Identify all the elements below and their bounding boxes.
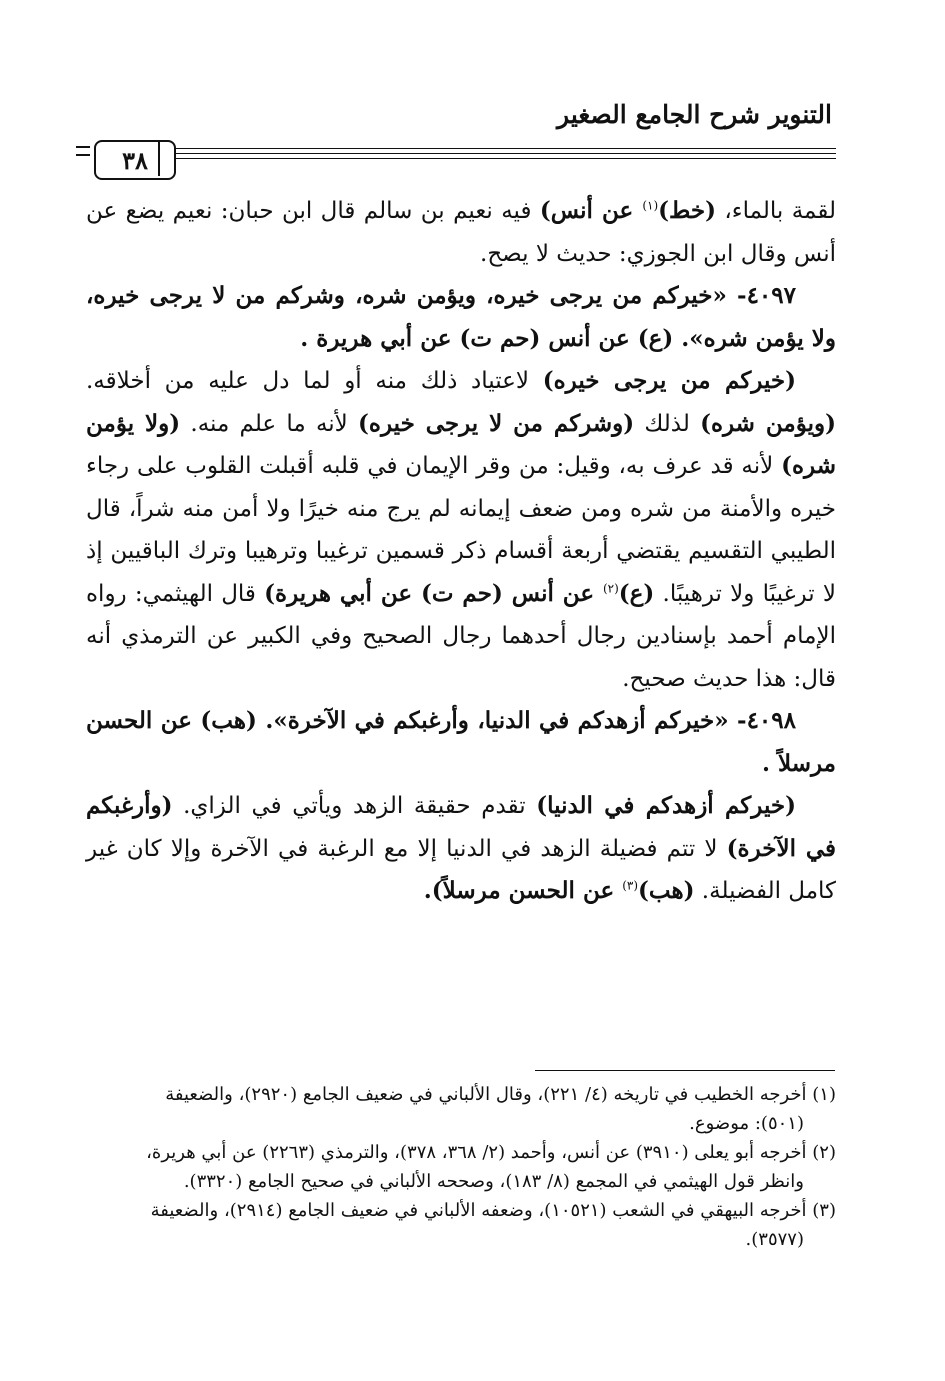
text-run: لأنه ما علم منه.: [180, 410, 359, 437]
header-rule-line: [174, 148, 836, 149]
footnote-ref: (١): [642, 198, 659, 213]
footnote-3-cont: [86, 1225, 836, 1254]
source-code: (هب): [638, 877, 695, 904]
header-rule-line: [174, 158, 836, 159]
footnotes: [86, 1080, 836, 1254]
paragraph-continuation: [86, 190, 836, 275]
footnote-text: (١) أخرجه الخطيب في تاريخه (٤/ ٢٢١)، وقال الألباني في ضعيف الجامع (٢٩٢٠)، والضعيفة: [165, 1084, 836, 1105]
footnote-text: (٥٠١): موضوع.: [689, 1113, 804, 1134]
source-code: (خط): [658, 197, 716, 224]
quoted-phrase: (وأرغبكم في الآخرة): [86, 792, 836, 862]
quoted-phrase: (خيركم من يرجى خيره): [542, 367, 796, 394]
text-run: لذلك: [634, 410, 701, 437]
page-number: ٣٨: [122, 145, 148, 175]
footnote-ref: (٣): [622, 878, 639, 893]
narrator-ref: عن أنس): [539, 197, 643, 224]
hadith-4097: [86, 275, 836, 360]
footnote-ref: (٢): [602, 580, 619, 595]
quoted-phrase: (وشركم من لا يرجى خيره): [358, 409, 635, 437]
page-number-box: [94, 140, 176, 180]
footnote-separator: [535, 1070, 835, 1071]
narrator-ref: عن الحسن مرسلاً): [431, 877, 623, 904]
header-rule-line: [174, 153, 836, 154]
commentary-4098: [86, 785, 836, 913]
footnote-text: وانظر قول الهيثمي في المجمع (٨/ ١٨٣)، وصححه الألباني في صحيح الجامع (٣٣٢٠).: [183, 1171, 804, 1192]
hadith-text: ٤٠٩٧- «خيركم من يرجى خيره، ويؤمن شره، وشركم من لا يرجى خيره، ولا يؤمن شره». (ع) عن أنس (حم ت) عن أبي هريرة .: [86, 282, 836, 352]
page-header: [86, 92, 836, 187]
footnote-1: [86, 1080, 836, 1109]
main-text: [86, 190, 836, 913]
footnote-3: [86, 1196, 836, 1225]
footnote-2: [86, 1138, 836, 1167]
text-run: تقدم حقيقة الزهد ويأتي في الزاي.: [172, 793, 537, 819]
hadith-text: ٤٠٩٨- «خيركم أزهدكم في الدنيا، وأرغبكم في الآخرة». (هب) عن الحسن مرسلاً .: [86, 707, 836, 777]
footnote-text: (٣) أخرجه البيهقي في الشعب (١٠٥٢١)، وضعفه الألباني في ضعيف الجامع (٢٩١٤)، والضعيفة: [150, 1200, 836, 1221]
header-ornament: [76, 146, 90, 156]
text-run: لا تتم فضيلة الزهد في الدنيا إلا مع الرغبة في الآخرة وإلا كان غير كامل الفضيلة.: [86, 835, 836, 904]
quoted-phrase: (خيركم أزهدكم في الدنيا): [536, 792, 796, 819]
footnote-text: (٣٥٧٧).: [745, 1229, 804, 1250]
narrator-ref: عن أنس (حم ت) عن أبي هريرة): [264, 579, 603, 607]
hadith-4098: [86, 700, 836, 785]
footnote-text: (٢) أخرجه أبو يعلى (٣٩١٠) عن أنس، وأحمد (٢/ ٣٦٨، ٣٧٨)، والترمذي (٢٢٦٣) عن أبي هريرة،: [146, 1142, 836, 1163]
text-run: لاعتياد ذلك منه أو لما دل عليه من أخلاقه.: [86, 368, 543, 394]
footnote-2-cont: [86, 1167, 836, 1196]
text-run: فيه نعيم بن سالم قال ابن حبان: نعيم يضع عن أنس وقال ابن الجوزي: حديث لا يصح.: [86, 198, 836, 267]
source-code: (ع): [618, 579, 655, 607]
quoted-phrase: (ولا يؤمن شره): [86, 409, 836, 479]
text-run: قال الهيثمي: رواه الإمام أحمد بإسنادين رجال أحدهما رجال الصحيح وفي الكبير عن الترمذي أنه قال: هذا حديث صحيح.: [86, 580, 836, 692]
text-run: .: [423, 877, 432, 904]
header-rule: [86, 140, 836, 180]
text-run: لقمة بالماء،: [715, 198, 836, 224]
text-run: لأنه قد عرف به، وقيل: من وقر الإيمان في قلبه أقبلت القلوب على رجاء خيره والأمنة من شره ومن ضعف إيمانه لم يرج منه خيرًا ولا أمن منه شراً، قال الطيبي التقسيم يقتضي أربعة أقسام ذكر قسمين ترغيبا وترهيبا وترك الباقيين إذ لا ترغيبًا ولا ترهيبًا.: [86, 453, 836, 607]
quoted-phrase: (ويؤمن شره): [700, 409, 836, 437]
footnote-1-cont: [86, 1109, 836, 1138]
running-title: التنوير شرح الجامع الصغير: [557, 100, 832, 129]
commentary-4097: [86, 360, 836, 700]
